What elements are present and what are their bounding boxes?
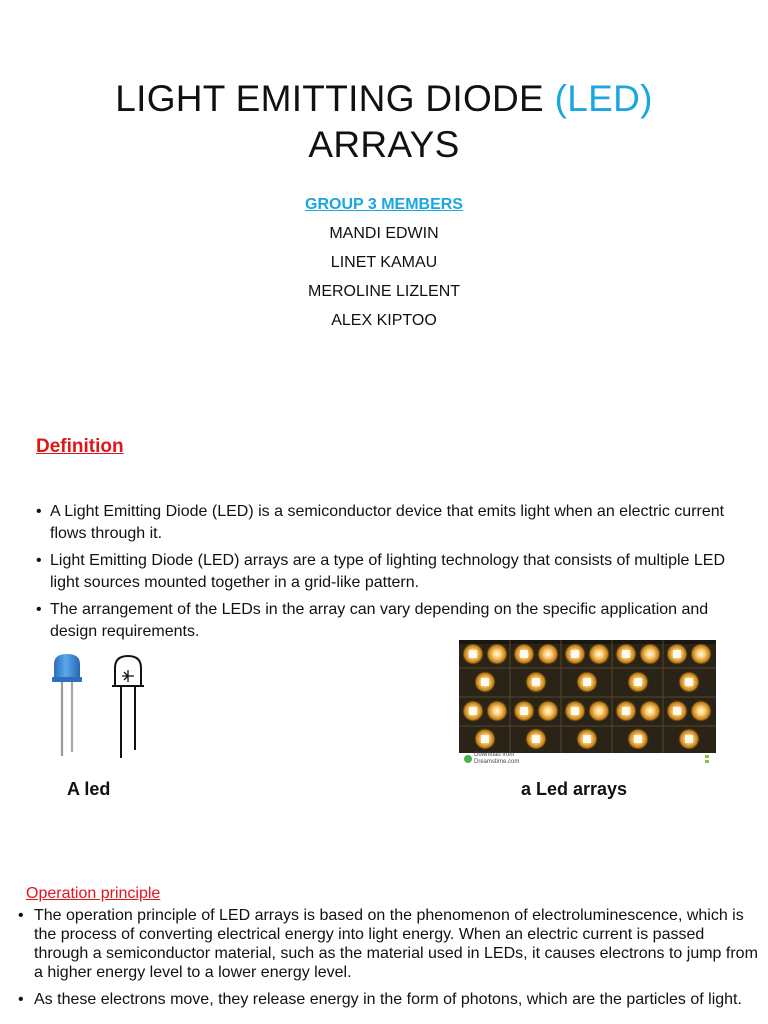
led-array-image [459,640,716,767]
operation-bullet: • The operation principle of LED arrays is based on the phenomenon of electroluminescence, which is the process of converting electrical energy into light energy. When an electric current is passed through a semiconductor material, such as the material used in LEDs, it causes electrons to jump from a higher energy level to a lower energy level. [18,906,758,982]
image-watermark: Download from Dreamstime.com [474,752,520,765]
operation-principle-heading: Operation principle [26,885,161,902]
definition-bullet-list [36,501,756,648]
led-array-caption: a Led arrays [521,779,628,799]
blue-led-photo [52,654,82,756]
definition-bullet: • A Light Emitting Diode (LED) is a semiconductor device that emits light when an electric current flows through it. [36,501,756,545]
led-schematic-drawing [112,656,144,758]
definition-bullet: • The arrangement of the LEDs in the array can vary depending on the specific application and design requirements. [36,599,756,643]
title-text-part1: LIGHT EMITTING DIODE [115,78,555,119]
led-caption: A led [67,779,111,799]
title-text-part2: ARRAYS [308,124,460,165]
member-name: MEROLINE LIZLENT [307,283,461,300]
slide-title [0,76,768,168]
member-name: LINET KAMAU [330,254,438,271]
led-image [40,648,160,766]
member-name: MANDI EDWIN [329,225,439,242]
group-members-heading: GROUP 3 MEMBERS [305,196,463,213]
operation-bullet-list [18,906,758,1017]
title-accent: (LED) [554,78,653,119]
operation-bullet: • As these electrons move, they release energy in the form of photons, which are the particles of light. [18,990,758,1009]
member-name: ALEX KIPTOO [331,312,437,329]
definition-bullet: • Light Emitting Diode (LED) arrays are a type of lighting technology that consists of multiple LED light sources mounted together in a grid-like pattern. [36,550,756,594]
definition-heading: Definition [36,436,124,457]
